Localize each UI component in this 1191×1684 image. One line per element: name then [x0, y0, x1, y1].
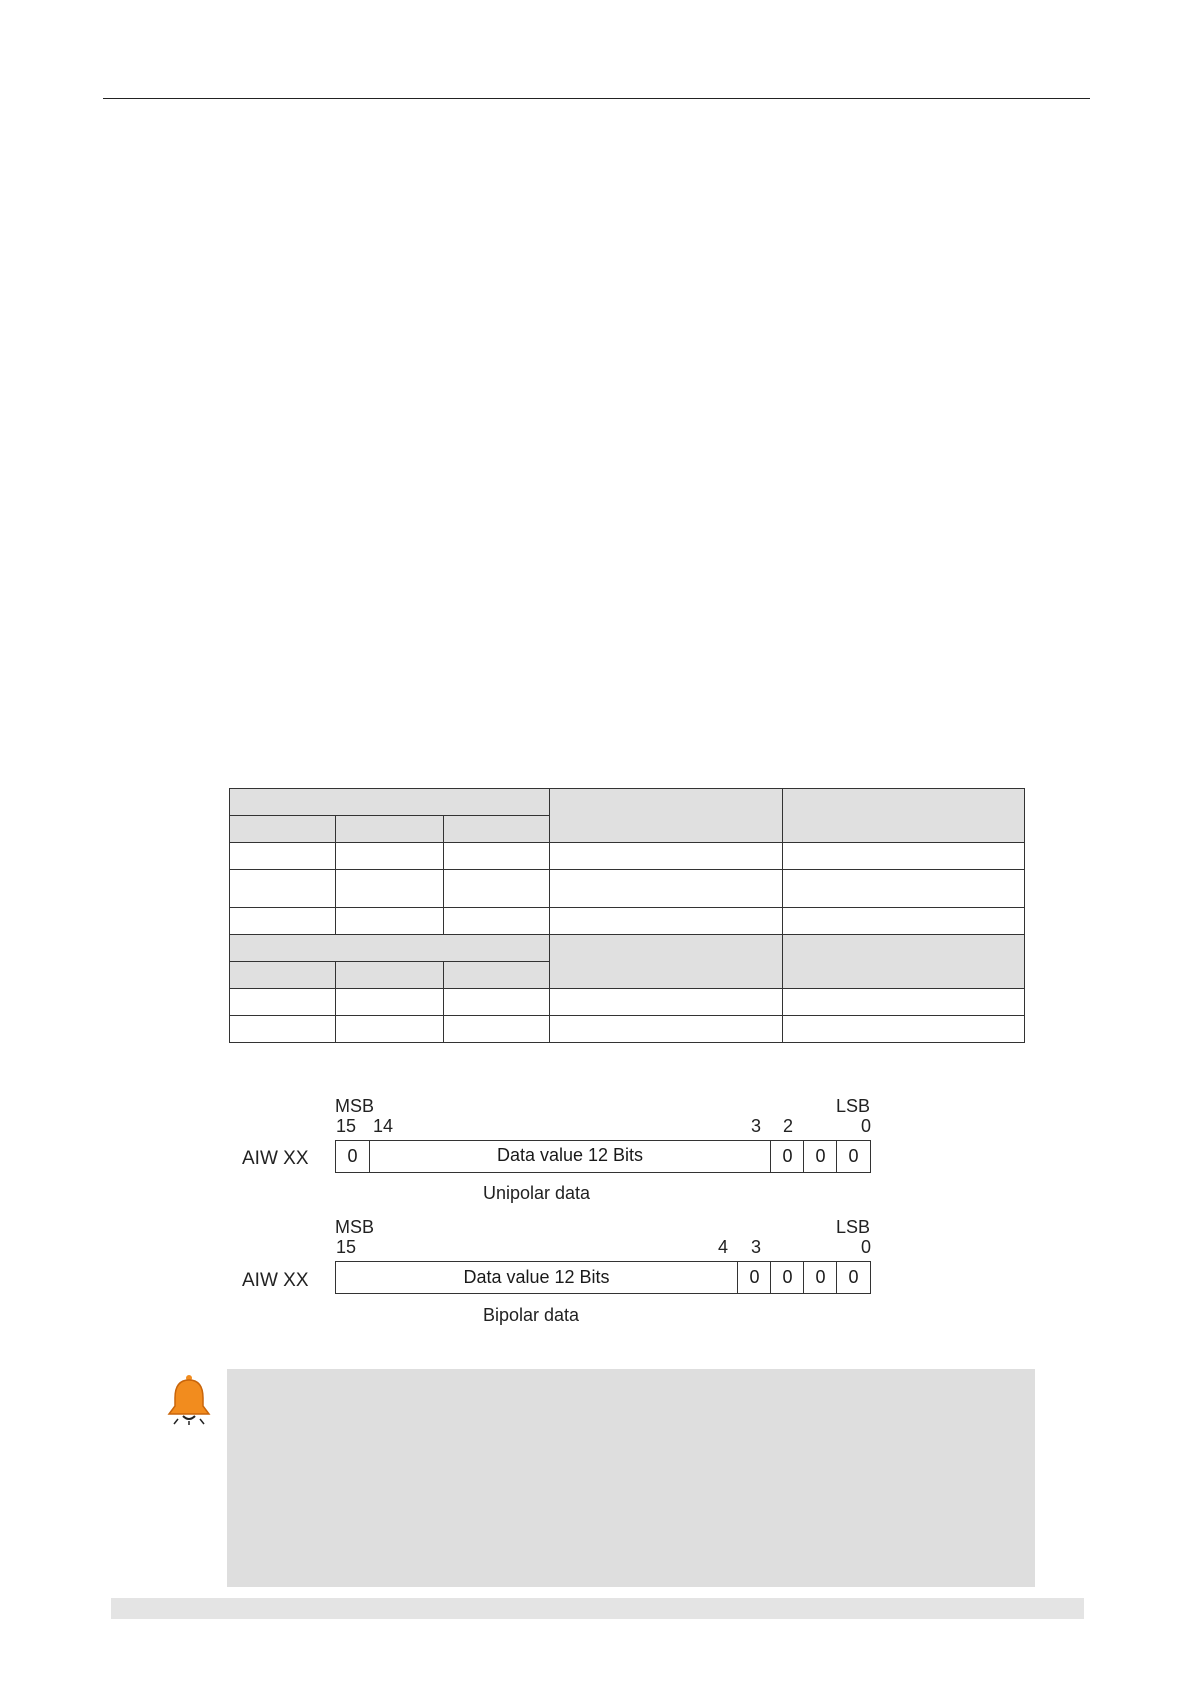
bit-label: 3 [751, 1116, 762, 1136]
table [229, 788, 1025, 1043]
lsb-label: LSB [836, 1217, 871, 1237]
table-row [230, 1016, 1025, 1043]
bit-label: 4 [718, 1237, 729, 1257]
table-cell [550, 870, 783, 908]
lsb-label: LSB [836, 1096, 871, 1116]
table-header-cell [336, 962, 444, 989]
table-header-cell [550, 935, 783, 989]
bell-icon [164, 1374, 214, 1426]
table-cell [336, 908, 444, 935]
bit-label: 14 [373, 1116, 394, 1136]
table-cell [444, 870, 550, 908]
table-cell [444, 908, 550, 935]
register-label: AIW XX [242, 1270, 309, 1291]
table-header-cell [444, 962, 550, 989]
table-cell [336, 989, 444, 1016]
table-cell [783, 1016, 1025, 1043]
table-cell [336, 1016, 444, 1043]
table-header-cell [230, 962, 336, 989]
table-header-cell [230, 816, 336, 843]
footer-bar [111, 1598, 1084, 1619]
table-header-cell [550, 789, 783, 843]
table-cell [550, 1016, 783, 1043]
table-header-cell [783, 935, 1025, 989]
table-cell [444, 843, 550, 870]
table-cell [230, 989, 336, 1016]
table-cell [336, 870, 444, 908]
table-cell [550, 908, 783, 935]
table-header-cell [783, 789, 1025, 843]
table-header-row [230, 935, 1025, 962]
header-rule [103, 98, 1090, 99]
data-value-field: Data value 12 Bits [369, 1141, 770, 1172]
table-row [230, 870, 1025, 908]
table-cell [230, 870, 336, 908]
msb-label: MSB [335, 1096, 375, 1116]
msb-label: MSB [335, 1217, 375, 1237]
bit-label: 0 [861, 1116, 872, 1136]
diagram-caption: Bipolar data [483, 1305, 580, 1325]
bit-field-box [335, 1140, 871, 1173]
bit-label: 15 [336, 1116, 357, 1136]
diagram-caption: Unipolar data [483, 1183, 591, 1203]
table-cell [230, 1016, 336, 1043]
table-cell [783, 870, 1025, 908]
table-header-cell [230, 935, 550, 962]
bit-label: 0 [861, 1237, 872, 1257]
table-row [230, 989, 1025, 1016]
bit-cell: 0 [770, 1262, 804, 1293]
table-cell [783, 989, 1025, 1016]
table-header-row [230, 789, 1025, 816]
bit-cell: 0 [737, 1262, 771, 1293]
table-cell [550, 989, 783, 1016]
table-row [230, 843, 1025, 870]
table-cell [444, 1016, 550, 1043]
bit-cell: 0 [836, 1141, 870, 1172]
table-row [230, 908, 1025, 935]
bit-cell: 0 [836, 1262, 870, 1293]
bit-cell: 0 [803, 1141, 837, 1172]
bit-label: 15 [336, 1237, 357, 1257]
bit-label: 2 [783, 1116, 794, 1136]
bit-label: 3 [751, 1237, 762, 1257]
register-label: AIW XX [242, 1148, 309, 1169]
table-cell [444, 989, 550, 1016]
table-cell [230, 908, 336, 935]
table-cell [336, 843, 444, 870]
table-cell [783, 843, 1025, 870]
table-cell [230, 843, 336, 870]
bit-cell: 0 [347, 1146, 358, 1166]
settings-table [229, 788, 1025, 1043]
table-header-cell [230, 789, 550, 816]
table-cell [783, 908, 1025, 935]
table-cell [550, 843, 783, 870]
note-box [227, 1369, 1035, 1587]
bit-cell: 0 [770, 1141, 804, 1172]
table-header-cell [444, 816, 550, 843]
bit-cell: 0 [803, 1262, 837, 1293]
bit-field-box [335, 1261, 871, 1294]
table-header-cell [336, 816, 444, 843]
data-value-field: Data value 12 Bits [463, 1267, 610, 1287]
